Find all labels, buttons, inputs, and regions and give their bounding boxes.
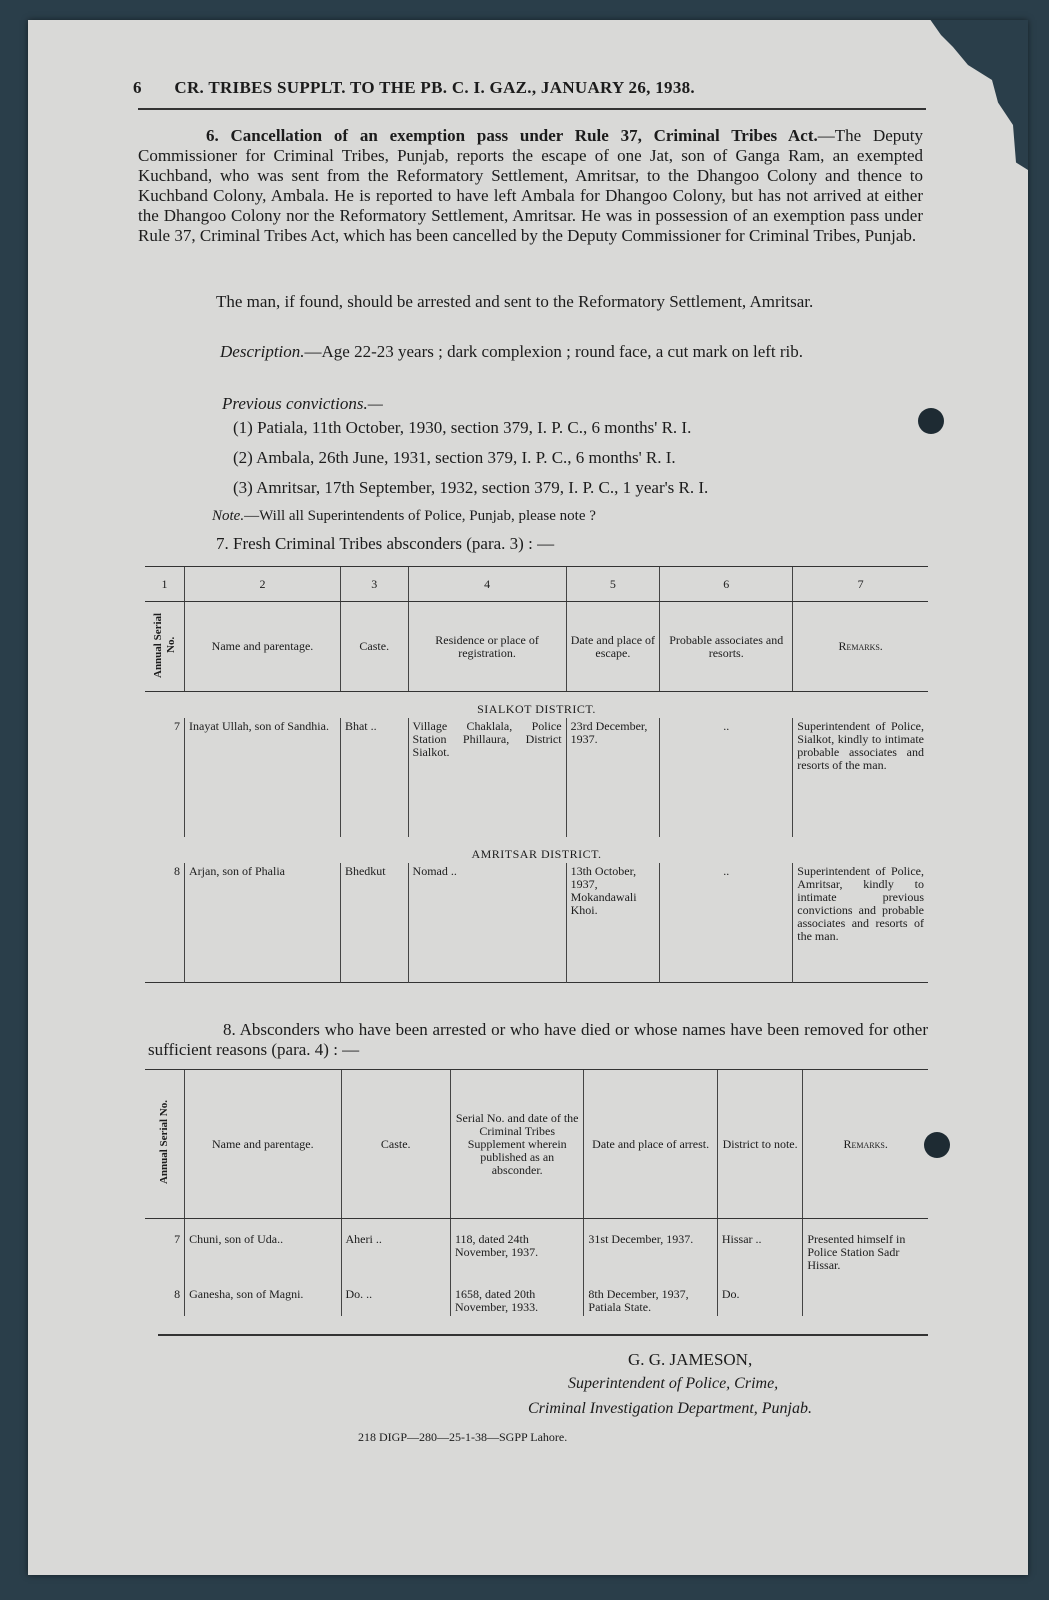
column-header: Name and parentage. [185, 602, 341, 692]
cell-name: Inayat Ullah, son of Sandhia. [185, 718, 341, 837]
printer-imprint: 218 DIGP—280—25-1-38—SGPP Lahore. [358, 1430, 568, 1444]
column-header: Date and place of arrest. [584, 1070, 717, 1219]
col-num: 1 [145, 567, 185, 602]
col-num: 5 [566, 567, 660, 602]
page-number: 6 [133, 78, 142, 97]
signatory-name: G. G. JAMESON, [628, 1350, 753, 1369]
column-header: Caste. [340, 602, 408, 692]
cell-remarks: Superintendent of Police, Sialkot, kindly to intimate probable associates and resorts of the man. [793, 718, 928, 837]
convictions-label: Previous convictions.— [222, 394, 383, 413]
description-text: —Age 22-23 years ; dark complexion ; round face, a cut mark on left rib. [304, 342, 804, 361]
column-header: Residence or place of registration. [408, 602, 566, 692]
column-header: Remarks. [803, 1070, 928, 1219]
note [212, 506, 596, 526]
column-header [145, 602, 185, 692]
col-num: 2 [185, 567, 341, 602]
table-row [145, 1274, 928, 1316]
column-header: Name and parentage. [185, 1070, 341, 1219]
signatory-designation: Superintendent of Police, Crime, [568, 1375, 779, 1392]
column-header: Remarks. [793, 602, 928, 692]
district-heading: AMRITSAR DISTRICT. [471, 847, 602, 861]
arrest-instruction: The man, if found, should be arrested and sent to the Reformatory Settlement, Amritsar. [216, 292, 814, 311]
section8-heading: 8. Absconders who have been arrested or who have died or whose names have been removed for other sufficient reasons (para. 4) : — [148, 1020, 928, 1059]
section6-body: —The Deputy Commissioner for Criminal Tribes, Punjab, reports the escape of one Jat, son of Ganga Ram, an exempted Kuchband, who was sent from the Reformatory Settlement, Amritsar, to the Dhangoo Colony and thence to Kuchband Colony, Ambala. He is reported to have left Ambala for Dhangoo Colony, but has not arrived at either the Dhangoo Colony nor the Reformatory Settlement, Amritsar. He was in possession of an exemption pass under Rule 37, Criminal Tribes Act, which has been cancelled by the Deputy Commissioner for Criminal Tribes, Punjab. [138, 126, 923, 245]
cell-residence: Village Chaklala, Police Station Phillaura, District Sialkot. [408, 718, 566, 837]
note-text: —Will all Superintendents of Police, Punjab, please note ? [244, 508, 596, 524]
cell-serial: 7 [174, 1232, 181, 1246]
col-num: 6 [660, 567, 793, 602]
cell-caste: Do. .. [341, 1274, 450, 1316]
cell-remarks: Presented himself in Police Station Sadr Hissar. [803, 1219, 928, 1275]
district-row [145, 692, 928, 719]
punch-hole [918, 408, 944, 434]
column-number-row [145, 567, 928, 602]
district-row [145, 837, 928, 863]
cell-name: Ganesha, son of Magni. [185, 1274, 341, 1316]
page-header [133, 78, 695, 98]
conviction-3: (3) Amritsar, 17th September, 1932, section 379, I. P. C., 1 year's R. I. [233, 478, 709, 497]
cell-residence: Nomad .. [408, 863, 566, 983]
cell-supplement: 118, dated 24th November, 1937. [450, 1219, 583, 1275]
column-header: Date and place of escape. [566, 602, 660, 692]
column-header [145, 1070, 185, 1219]
section6-heading: Cancellation of an exemption pass under Rule 37, Criminal Tribes Act. [230, 126, 818, 145]
conviction-1: (1) Patiala, 11th October, 1930, section 379, I. P. C., 6 months' R. I. [233, 418, 692, 437]
col-num: 3 [340, 567, 408, 602]
table-row [145, 863, 928, 983]
col-num: 7 [793, 567, 928, 602]
section6-paragraph [138, 126, 923, 246]
cell-serial: 8 [174, 1287, 181, 1301]
cell-caste: Aheri .. [341, 1219, 450, 1275]
col-num: 4 [408, 567, 566, 602]
column-header: Probable associates and resorts. [660, 602, 793, 692]
conviction-2: (2) Ambala, 26th June, 1931, section 379, I. P. C., 6 months' R. I. [233, 448, 676, 467]
district-heading: SIALKOT DISTRICT. [477, 702, 596, 716]
arrested-absconders-table [145, 1069, 928, 1316]
cell-escape: 23rd December, 1937. [566, 718, 660, 837]
gazette-title: CR. TRIBES SUPPLT. TO THE PB. C. I. GAZ., JANUARY 26, 1938. [174, 78, 695, 97]
cell-arrest: 31st December, 1937. [584, 1219, 717, 1275]
header-annual-serial: Annual Serial No. [158, 1100, 171, 1185]
cell-associates: .. [660, 718, 793, 837]
cell-caste: Bhedkut [340, 863, 408, 983]
cell-escape: 13th October, 1937, Mokandawali Khoi. [566, 863, 660, 983]
table-row [145, 1219, 928, 1275]
cell-arrest: 8th December, 1937, Patiala State. [584, 1274, 717, 1316]
column-header: District to note. [717, 1070, 802, 1219]
column-header-row [145, 1070, 928, 1219]
cell-district: Hissar .. [717, 1219, 802, 1275]
document-page [28, 20, 1028, 1575]
cell-caste: Bhat .. [340, 718, 408, 837]
table-row [145, 718, 928, 837]
cell-name: Chuni, son of Uda.. [185, 1219, 341, 1275]
description [220, 342, 920, 362]
cell-remarks [803, 1274, 928, 1316]
section6-number: 6. [206, 126, 219, 145]
cell-serial: 8 [174, 864, 180, 878]
cell-remarks: Superintendent of Police, Amritsar, kindly to intimate previous convictions and probable associates and resorts of the man. [793, 863, 928, 983]
cell-supplement: 1658, dated 20th November, 1933. [450, 1274, 583, 1316]
cell-serial: 7 [174, 719, 180, 733]
header-annual-serial: Annual Serial No. [151, 612, 177, 678]
note-label: Note. [212, 508, 245, 524]
column-header-row [145, 602, 928, 692]
table-bottom-rule [158, 1334, 928, 1336]
section7-heading: 7. Fresh Criminal Tribes absconders (para. 3) : — [216, 534, 555, 553]
signatory-department: Criminal Investigation Department, Punjab. [528, 1400, 812, 1417]
cell-district: Do. [717, 1274, 802, 1316]
header-rule [138, 108, 926, 110]
description-label: Description. [220, 342, 305, 361]
cell-name: Arjan, son of Phalia [185, 863, 341, 983]
fresh-absconders-table [145, 566, 928, 983]
column-header: Caste. [341, 1070, 450, 1219]
cell-associates: .. [660, 863, 793, 983]
column-header: Serial No. and date of the Criminal Tribes Supplement wherein published as an absconder. [450, 1070, 583, 1219]
